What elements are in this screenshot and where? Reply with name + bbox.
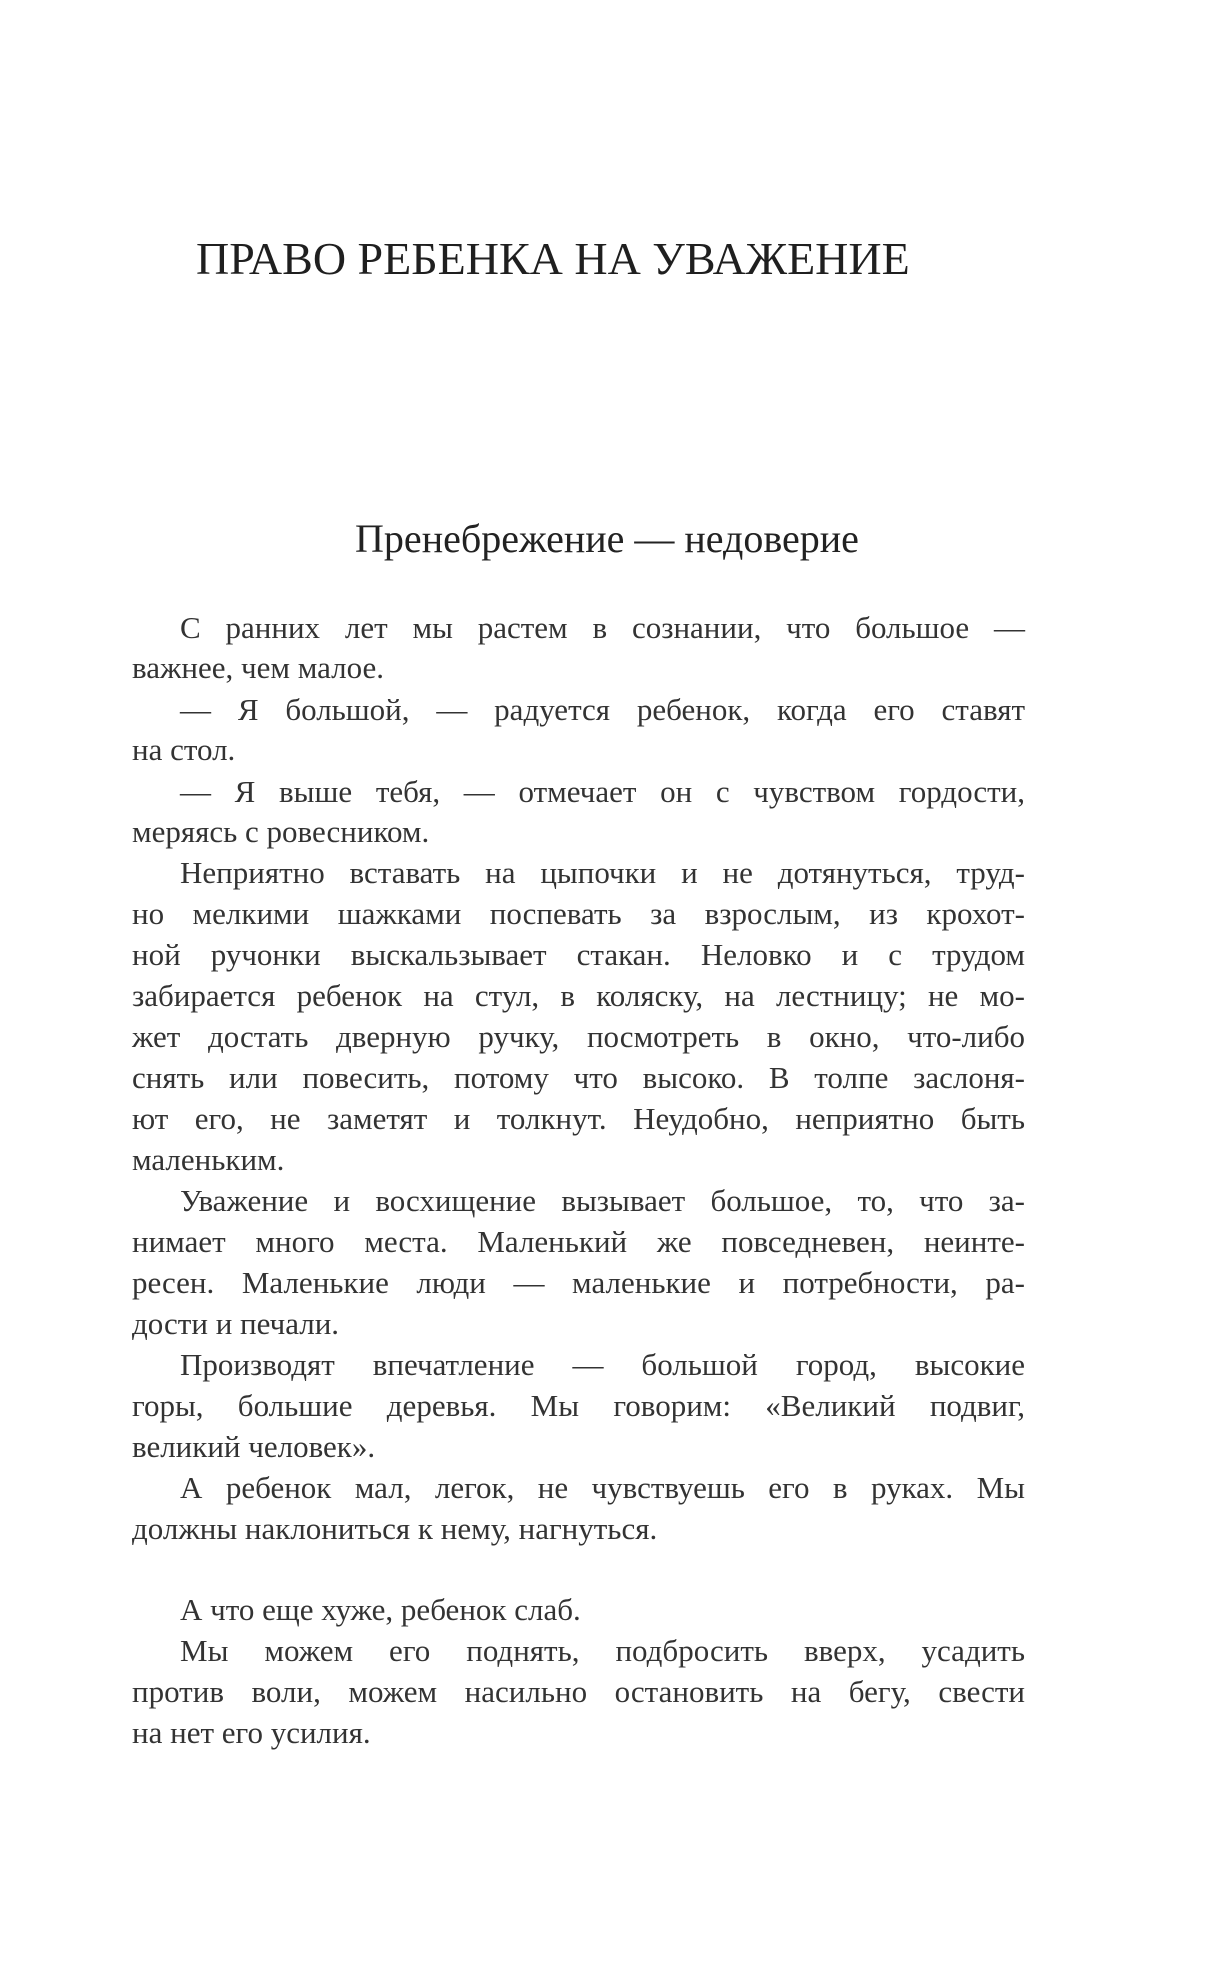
text-line: — Я выше тебя, — отмечает он с чувством гордости, (180, 774, 1025, 809)
text-line: С ранних лет мы растем в сознании, что большое — (180, 610, 1025, 645)
text-line: забирается ребенок на стул, в коляску, на лестницу; не мо- (132, 978, 1025, 1013)
text-line: нимает много места. Маленький же повседневен, неинте- (132, 1224, 1025, 1259)
text-line: важнее, чем малое. (132, 650, 385, 685)
text-line: ют его, не заметят и толкнут. Неудобно, неприятно быть (132, 1101, 1025, 1136)
chapter-title: ПРАВО РЕБЕНКА НА УВАЖЕНИЕ (196, 233, 910, 284)
text-line: великий человек». (132, 1429, 376, 1464)
section-title: Пренебрежение — недоверие (355, 516, 859, 561)
text-line: жет достать дверную ручку, посмотреть в окно, что-либо (132, 1019, 1025, 1054)
text-line: — Я большой, — радуется ребенок, когда его ставят (180, 692, 1025, 727)
text-line: на нет его усилия. (132, 1715, 371, 1750)
text-line: А что еще хуже, ребенок слаб. (180, 1592, 581, 1627)
text-line: Мы можем его поднять, подбросить вверх, усадить (180, 1633, 1025, 1668)
text-line: против воли, можем насильно остановить на бегу, свести (132, 1674, 1025, 1709)
text-line: ной ручонки выскальзывает стакан. Неловко и с трудом (132, 937, 1025, 972)
text-line: маленьким. (132, 1142, 285, 1177)
text-line: меряясь с ровесником. (132, 814, 430, 849)
text-line: снять или повесить, потому что высоко. В толпе заслоня- (132, 1060, 1025, 1095)
text-line: ресен. Маленькие люди — маленькие и потребности, ра- (132, 1265, 1025, 1300)
text-line: но мелкими шажками поспевать за взрослым, из крохот- (132, 896, 1025, 931)
text-line: горы, большие деревья. Мы говорим: «Великий подвиг, (132, 1388, 1025, 1423)
text-line: Производят впечатление — большой город, высокие (180, 1347, 1025, 1382)
text-line: на стол. (132, 732, 236, 767)
text-line: дости и печали. (132, 1306, 340, 1341)
text-line: должны наклониться к нему, нагнуться. (132, 1511, 658, 1546)
text-line: Уважение и восхищение вызывает большое, то, что за- (180, 1183, 1025, 1218)
text-line: Неприятно вставать на цыпочки и не дотянуться, труд- (180, 855, 1025, 890)
text-line: А ребенок мал, легок, не чувствуешь его в руках. Мы (180, 1470, 1025, 1505)
